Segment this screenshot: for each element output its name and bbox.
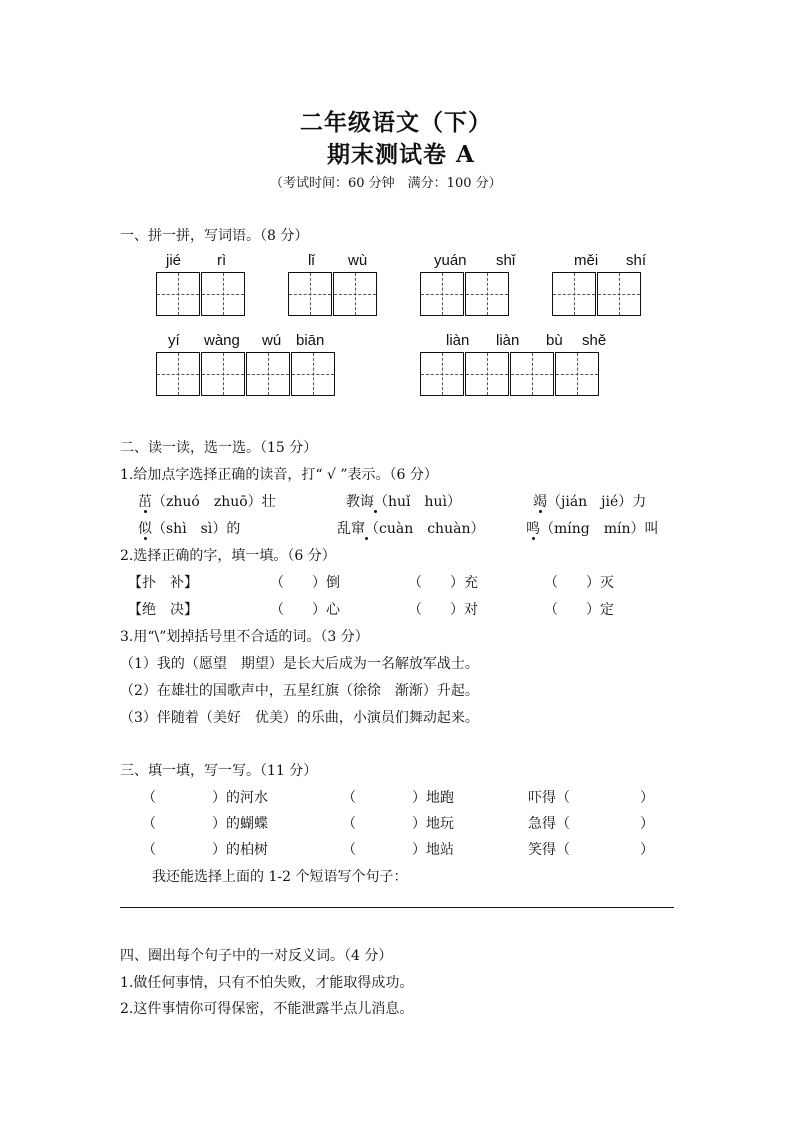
antonym-sentence: 2.这件事情你可得保密，不能泄露半点儿消息。 xyxy=(120,1001,414,1017)
writing-box[interactable] xyxy=(156,352,200,396)
fill-item[interactable]: （ ）对 xyxy=(408,602,478,618)
pinyin: biān xyxy=(296,332,325,349)
pinyin: shí xyxy=(626,252,647,269)
fill-item[interactable]: （ ）心 xyxy=(270,602,340,618)
exam-info: （考试时间：60 分钟 满分：100 分） xyxy=(270,176,502,191)
cross-out-item: （2）在雄壮的国歌声中，五星红旗（徐徐 渐渐）升起。 xyxy=(120,683,479,699)
choice-label: 【绝 决】 xyxy=(128,602,198,618)
pinyin: wàng xyxy=(204,332,240,349)
choice-label: 【扑 补】 xyxy=(128,575,198,591)
writing-box[interactable] xyxy=(201,272,245,316)
fill-phrase[interactable]: （ ）的河水 xyxy=(142,790,268,806)
writing-box[interactable] xyxy=(288,272,332,316)
writing-box[interactable] xyxy=(156,272,200,316)
section-2-heading: 二、读一读，选一选。（15 分） xyxy=(120,440,318,456)
fill-item[interactable]: （ ）定 xyxy=(544,602,614,618)
fill-phrase[interactable]: （ ）的蝴蝶 xyxy=(142,816,268,832)
writing-box[interactable] xyxy=(597,272,641,316)
pinyin: shǐ xyxy=(496,252,516,269)
fill-phrase[interactable]: 吓得（ ） xyxy=(528,790,654,806)
fill-phrase[interactable]: （ ）的柏树 xyxy=(142,842,268,858)
reading-item: 教诲（huǐ huì） xyxy=(346,494,462,510)
emphasis-dot xyxy=(539,510,542,513)
exam-title: 期末测试卷 A xyxy=(327,141,475,168)
emphasis-dot xyxy=(144,537,147,540)
section-1-heading: 一、拼一拼，写词语。（8 分） xyxy=(120,228,309,244)
pinyin: rì xyxy=(217,252,227,269)
writing-box[interactable] xyxy=(555,352,599,396)
page-title: 二年级语文（下） xyxy=(300,109,492,136)
pinyin: yuán xyxy=(434,252,467,269)
writing-box[interactable] xyxy=(246,352,290,396)
pinyin: wú xyxy=(262,332,282,349)
reading-item: 竭（jián jié）力 xyxy=(533,494,647,510)
writing-box[interactable] xyxy=(420,352,464,396)
antonym-sentence: 1.做任何事情，只有不怕失败，才能取得成功。 xyxy=(120,975,414,991)
section-3-heading: 三、填一填，写一写。（11 分） xyxy=(120,763,318,779)
pinyin: yí xyxy=(168,332,180,349)
emphasis-dot xyxy=(144,510,147,513)
pinyin: lǐ xyxy=(308,252,315,269)
reading-item: 似（shì sì）的 xyxy=(138,521,241,537)
pinyin: liàn xyxy=(496,332,520,349)
fill-item[interactable]: （ ）充 xyxy=(408,575,478,591)
writing-box[interactable] xyxy=(510,352,554,396)
reading-item: 乱窜（cuàn chuàn） xyxy=(337,521,485,537)
emphasis-dot xyxy=(365,537,368,540)
fill-phrase[interactable]: （ ）地玩 xyxy=(342,816,454,832)
question-2-3: 3.用“\”划掉括号里不合适的词。（3 分） xyxy=(120,629,369,645)
writing-box[interactable] xyxy=(465,352,509,396)
writing-box[interactable] xyxy=(420,272,464,316)
section-4-heading: 四、圈出每个句子中的一对反义词。（4 分） xyxy=(120,948,393,964)
fill-item[interactable]: （ ）灭 xyxy=(544,575,614,591)
fill-phrase[interactable]: （ ）地跑 xyxy=(342,790,454,806)
pinyin: jié xyxy=(166,252,182,269)
pinyin: shě xyxy=(582,332,607,349)
pinyin: měi xyxy=(574,252,599,269)
reading-item: 鸣（míng mín）叫 xyxy=(526,521,659,537)
pinyin: wù xyxy=(348,252,368,269)
cross-out-item: （3）伴随着（美好 优美）的乐曲，小演员们舞动起来。 xyxy=(120,710,479,726)
fill-phrase[interactable]: 笑得（ ） xyxy=(528,842,654,858)
question-2-1: 1.给加点字选择正确的读音，打“ √ ”表示。（6 分） xyxy=(120,467,438,483)
reading-item: 茁（zhuó zhuō）壮 xyxy=(138,494,276,510)
pinyin: liàn xyxy=(446,332,470,349)
writing-box[interactable] xyxy=(333,272,377,316)
fill-phrase[interactable]: （ ）地站 xyxy=(342,842,454,858)
fill-item[interactable]: （ ）倒 xyxy=(270,575,340,591)
fill-phrase[interactable]: 急得（ ） xyxy=(528,816,654,832)
pinyin: bù xyxy=(546,332,563,349)
writing-box[interactable] xyxy=(465,272,509,316)
emphasis-dot xyxy=(532,537,535,540)
answer-line[interactable] xyxy=(120,907,674,908)
question-2-2: 2.选择正确的字，填一填。（6 分） xyxy=(120,548,336,564)
emphasis-dot xyxy=(374,510,377,513)
writing-box[interactable] xyxy=(201,352,245,396)
writing-box[interactable] xyxy=(552,272,596,316)
sentence-prompt: 我还能选择上面的 1-2 个短语写个句子： xyxy=(152,869,408,885)
writing-box[interactable] xyxy=(291,352,335,396)
cross-out-item: （1）我的（愿望 期望）是长大后成为一名解放军战士。 xyxy=(120,656,479,672)
